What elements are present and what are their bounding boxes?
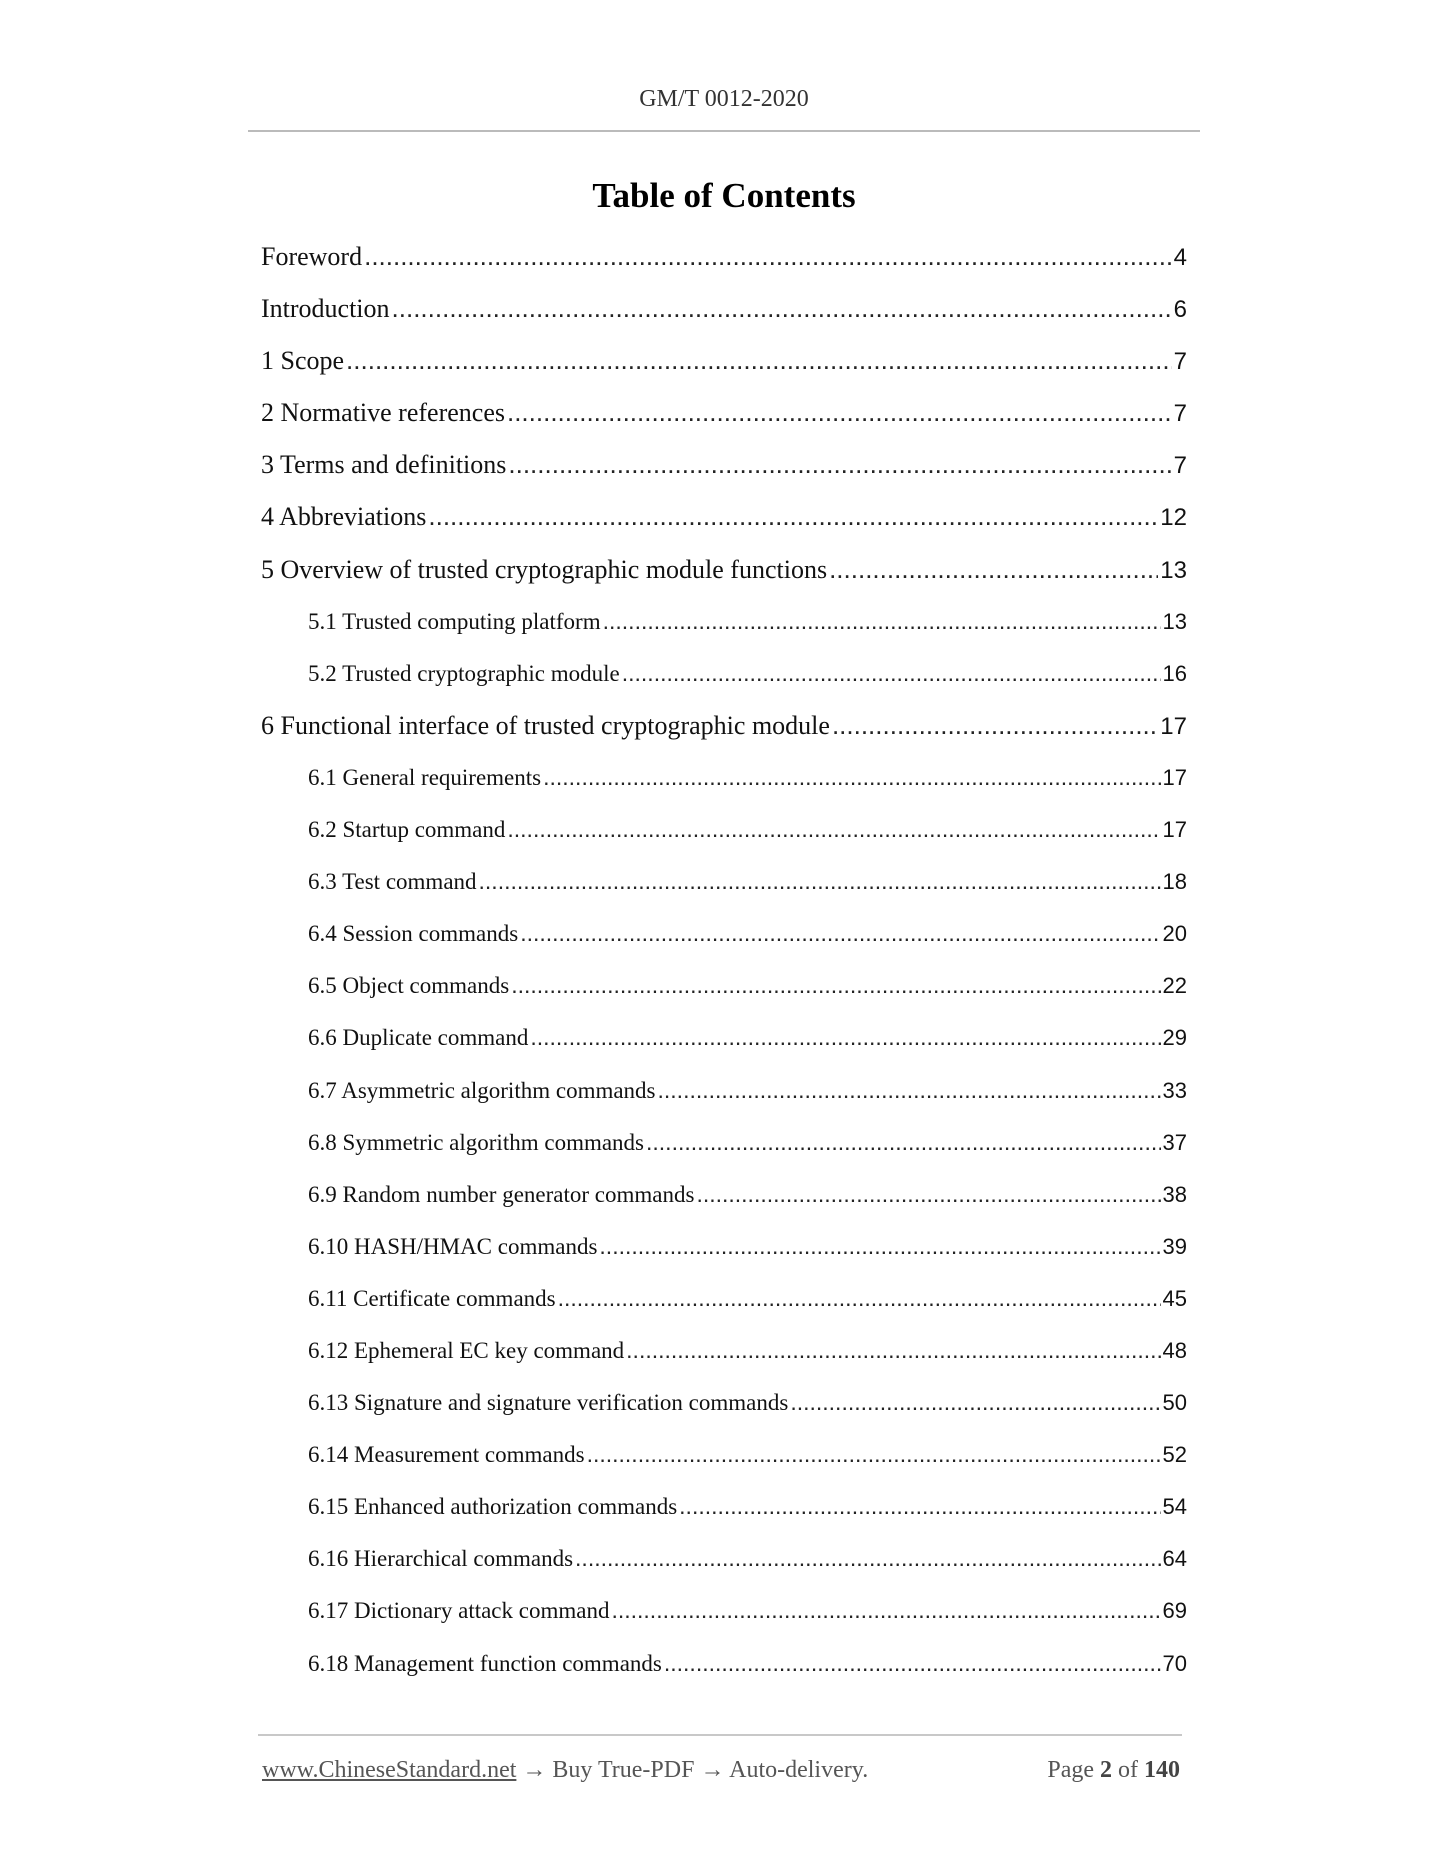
toc-title: Table of Contents — [592, 176, 856, 215]
toc-entry[interactable] — [261, 1122, 1187, 1174]
toc-entry-page: 29 — [1162, 1025, 1187, 1051]
toc-entry-title: 6.18 Management function commands — [308, 1650, 662, 1676]
toc-dot-leader — [788, 1382, 1160, 1422]
of-word: of — [1118, 1757, 1138, 1783]
toc-entry-title: 6.12 Ephemeral EC key command — [308, 1337, 625, 1363]
toc-dot-leader — [585, 1434, 1161, 1474]
toc-entry-page: 38 — [1162, 1181, 1187, 1207]
toc-entry-page: 33 — [1162, 1077, 1187, 1103]
toc-entry-page: 52 — [1162, 1442, 1187, 1468]
toc-dot-leader — [390, 288, 1172, 328]
toc-entry-page: 64 — [1162, 1546, 1187, 1572]
toc-entry-title: Foreword — [261, 242, 363, 271]
toc-entry[interactable] — [261, 1174, 1187, 1226]
toc-entry[interactable] — [261, 1070, 1187, 1122]
toc-entry-page: 13 — [1162, 608, 1187, 634]
toc-entry-title: 6.15 Enhanced authorization commands — [308, 1494, 678, 1520]
toc-dot-leader — [656, 1070, 1161, 1110]
toc-dot-leader — [518, 913, 1160, 953]
table-of-contents — [261, 236, 1187, 1695]
toc-entry-title: 6.16 Hierarchical commands — [308, 1546, 574, 1572]
toc-entry[interactable] — [261, 965, 1187, 1017]
toc-entry[interactable] — [261, 496, 1187, 548]
toc-entry-page: 18 — [1162, 869, 1187, 895]
toc-entry[interactable] — [261, 1538, 1187, 1590]
toc-dot-leader — [620, 653, 1161, 693]
toc-entry-title: 6.10 HASH/HMAC commands — [308, 1233, 598, 1259]
toc-entry[interactable] — [261, 757, 1187, 809]
toc-entry[interactable] — [261, 1434, 1187, 1486]
toc-entry-page: 48 — [1162, 1337, 1187, 1363]
toc-entry-page: 69 — [1162, 1598, 1187, 1624]
toc-dot-leader — [556, 1278, 1161, 1318]
toc-entry-title: 1 Scope — [261, 346, 345, 376]
toc-dot-leader — [694, 1174, 1160, 1214]
toc-dot-leader — [624, 1330, 1160, 1370]
toc-dot-leader — [644, 1122, 1161, 1162]
toc-entry[interactable] — [261, 549, 1187, 601]
toc-entry[interactable] — [261, 444, 1187, 496]
toc-dot-leader — [830, 705, 1158, 745]
toc-entry-title: 6.17 Dictionary attack command — [308, 1598, 610, 1624]
toc-entry[interactable] — [261, 705, 1187, 757]
toc-entry-page: 54 — [1162, 1494, 1187, 1520]
toc-entry-title: 6.9 Random number generator commands — [308, 1181, 695, 1207]
toc-dot-leader — [344, 340, 1172, 380]
toc-entry-page: 4 — [1173, 244, 1187, 271]
toc-dot-leader — [362, 236, 1172, 276]
total-pages-number: 140 — [1144, 1757, 1180, 1783]
promo-text: → Buy True-PDF → Auto-delivery. — [516, 1757, 869, 1783]
toc-entry-page: 7 — [1173, 348, 1187, 376]
toc-entry-title: 2 Normative references — [261, 398, 505, 428]
toc-dot-leader — [477, 861, 1161, 901]
toc-entry-page: 12 — [1160, 504, 1187, 532]
toc-entry[interactable] — [261, 236, 1187, 288]
page-header: GM/T 0012-2020 — [639, 86, 809, 112]
footer-divider — [258, 1734, 1182, 1736]
toc-entry-title: 5.2 Trusted cryptographic module — [308, 660, 620, 686]
toc-dot-leader — [528, 1017, 1160, 1057]
toc-entry-title: 6.8 Symmetric algorithm commands — [308, 1129, 645, 1155]
toc-entry-page: 7 — [1173, 452, 1187, 480]
toc-entry-page: 17 — [1162, 764, 1187, 790]
toc-entry[interactable] — [261, 601, 1187, 653]
toc-entry-page: 16 — [1162, 660, 1187, 686]
toc-entry-page: 22 — [1162, 973, 1187, 999]
toc-entry-page: 70 — [1162, 1650, 1187, 1676]
toc-entry-page: 13 — [1160, 556, 1187, 584]
toc-dot-leader — [426, 496, 1158, 536]
toc-entry[interactable] — [261, 1486, 1187, 1538]
toc-entry-title: 6.13 Signature and signature verification commands — [308, 1390, 789, 1416]
toc-entry-title: 6.2 Startup command — [308, 817, 506, 843]
toc-entry[interactable] — [261, 340, 1187, 392]
toc-dot-leader — [677, 1486, 1160, 1526]
toc-dot-leader — [505, 392, 1172, 432]
toc-dot-leader — [601, 601, 1161, 641]
toc-entry[interactable] — [261, 1226, 1187, 1278]
toc-entry[interactable] — [261, 809, 1187, 861]
toc-dot-leader — [597, 1226, 1160, 1266]
toc-dot-leader — [509, 965, 1160, 1005]
toc-entry-title: 6.11 Certificate commands — [308, 1285, 556, 1311]
toc-dot-leader — [541, 757, 1160, 797]
toc-entry-title: 6.4 Session commands — [308, 921, 519, 947]
toc-entry[interactable] — [261, 1382, 1187, 1434]
toc-entry-page: 17 — [1162, 817, 1187, 843]
toc-entry-page: 7 — [1173, 400, 1187, 428]
toc-entry-page: 37 — [1162, 1129, 1187, 1155]
toc-dot-leader — [662, 1643, 1161, 1683]
toc-entry[interactable] — [261, 1590, 1187, 1642]
toc-entry[interactable] — [261, 288, 1187, 340]
toc-entry[interactable] — [261, 913, 1187, 965]
toc-entry-title: 6.7 Asymmetric algorithm commands — [308, 1077, 656, 1103]
page-word: Page — [1047, 1757, 1094, 1783]
toc-entry-title: 5 Overview of trusted cryptographic module functions — [261, 554, 828, 584]
toc-entry-title: 6.6 Duplicate command — [308, 1025, 529, 1051]
toc-entry-title: 6.5 Object commands — [308, 973, 510, 999]
toc-entry-page: 20 — [1162, 921, 1187, 947]
toc-entry-title: 4 Abbreviations — [261, 502, 427, 532]
site-link[interactable]: www.ChineseStandard.net — [262, 1757, 517, 1783]
page-footer — [262, 1753, 1180, 1787]
toc-entry[interactable] — [261, 392, 1187, 444]
toc-dot-leader — [573, 1538, 1160, 1578]
footer-promo — [262, 1753, 868, 1787]
header-divider — [248, 130, 1200, 132]
toc-dot-leader — [505, 809, 1160, 849]
toc-entry-page: 17 — [1160, 712, 1187, 740]
toc-entry[interactable] — [261, 653, 1187, 705]
toc-entry[interactable] — [261, 1643, 1187, 1695]
page-indicator — [1047, 1753, 1180, 1787]
toc-dot-leader — [609, 1590, 1160, 1630]
toc-dot-leader — [827, 549, 1158, 589]
toc-entry-title: 6.1 General requirements — [308, 764, 542, 790]
toc-entry-page: 45 — [1162, 1285, 1187, 1311]
toc-entry[interactable] — [261, 861, 1187, 913]
toc-entry-page: 50 — [1162, 1390, 1187, 1416]
toc-entry-title: 6 Functional interface of trusted cryptographic module — [261, 710, 830, 740]
current-page-number: 2 — [1100, 1757, 1112, 1783]
toc-entry-title: Introduction — [261, 294, 390, 324]
toc-entry-title: 6.3 Test command — [308, 869, 477, 895]
toc-entry[interactable] — [261, 1278, 1187, 1330]
toc-entry-page: 39 — [1162, 1233, 1187, 1259]
toc-dot-leader — [506, 444, 1171, 484]
toc-entry-title: 6.14 Measurement commands — [308, 1442, 585, 1468]
toc-entry[interactable] — [261, 1330, 1187, 1382]
toc-entry-title: 3 Terms and definitions — [261, 450, 507, 480]
toc-entry-page: 6 — [1173, 296, 1187, 324]
toc-entry-title: 5.1 Trusted computing platform — [308, 608, 601, 634]
toc-entry[interactable] — [261, 1017, 1187, 1069]
